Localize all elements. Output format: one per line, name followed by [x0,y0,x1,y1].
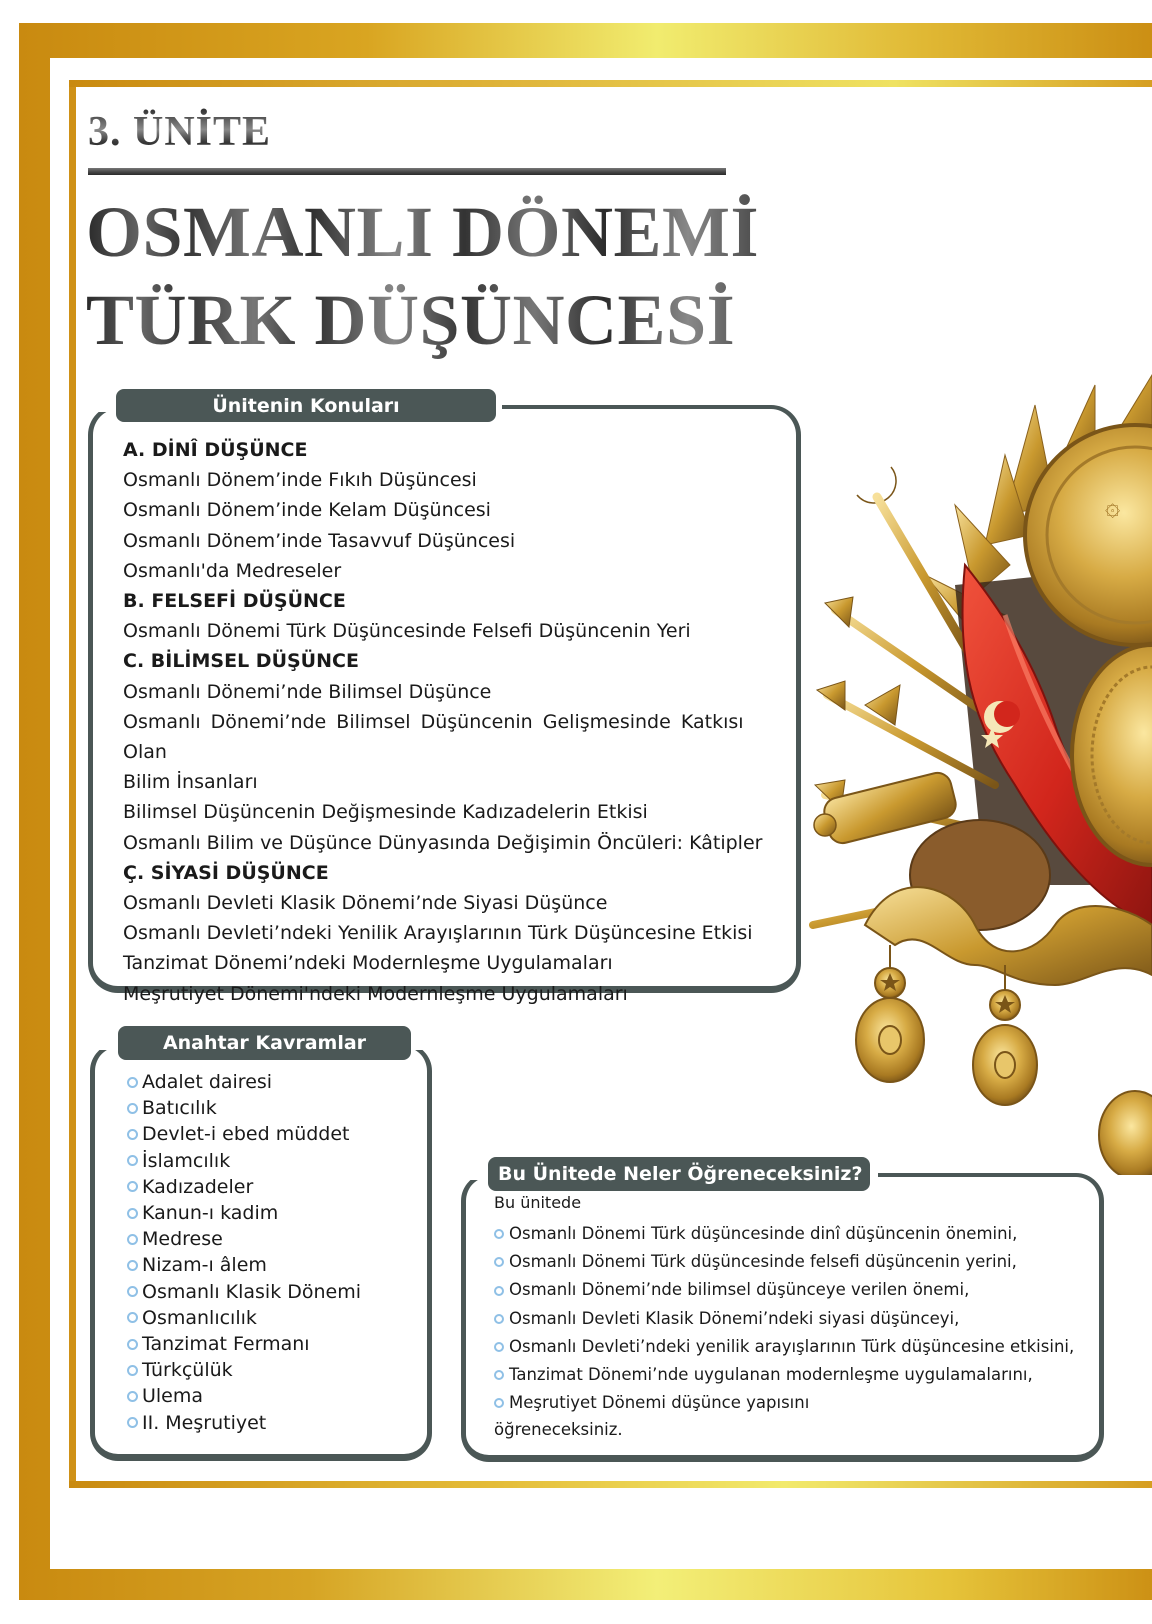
circle-bullet-icon [127,1129,138,1140]
list-item [127,1148,361,1174]
goal-label: Osmanlı Devleti’ndeki yenilik arayışlarının Türk düşüncesine etkisini, [509,1336,1075,1356]
list-item [494,1305,1074,1333]
topic-item: Osmanlı Dönemi Türk Düşüncesinde Felsefi Düşüncenin Yeri [123,620,691,643]
ottoman-coat-of-arms-icon [805,365,1152,1175]
topics-tab-label: Ünitenin Konuları [116,389,496,422]
circle-bullet-icon [494,1314,504,1324]
list-item [127,1383,361,1409]
topic-heading-religious: A. DİNÎ DÜŞÜNCE [123,439,308,461]
circle-bullet-icon [127,1181,138,1192]
box-gap [496,400,502,412]
circle-bullet-icon [494,1286,504,1296]
list-item [494,1333,1074,1361]
goal-label: Osmanlı Dönemi’nde bilimsel düşünceye verilen önemi, [509,1280,970,1300]
list-item [127,1279,361,1305]
topic-item: Bilimsel Düşüncenin Değişmesinde Kadızadelerin Etkisi [123,801,648,824]
circle-bullet-icon [494,1229,504,1239]
unit-label: 3. ÜNİTE [88,109,272,155]
concept-label: Osmanlı Klasik Dönemi [142,1280,362,1303]
circle-bullet-icon [127,1339,138,1350]
topics-list [123,435,793,1009]
list-item [127,1121,361,1147]
concept-label: Tanzimat Fermanı [142,1333,310,1356]
list-item [127,1095,361,1121]
circle-bullet-icon [127,1365,138,1376]
circle-bullet-icon [494,1257,504,1267]
topic-heading-philosophical: B. FELSEFİ DÜŞÜNCE [123,590,346,613]
goal-label: Meşrutiyet Dönemi düşünce yapısını [509,1393,810,1413]
page-title [86,188,786,364]
concept-label: Türkçülük [142,1359,233,1382]
circle-bullet-icon [494,1398,504,1408]
topic-item: Osmanlı Devleti’ndeki Yenilik Arayışlarının Türk Düşüncesine Etkisi [123,922,753,945]
circle-bullet-icon [494,1370,504,1380]
topic-item: Osmanlı Dönemi’nde Bilimsel Düşünce [123,680,492,703]
learning-goals-intro: Bu ünitede [494,1193,582,1212]
list-item [127,1069,361,1095]
goal-label: Osmanlı Dönemi Türk düşüncesinde dinî düşüncenin önemini, [509,1224,1018,1243]
inner-gold-frame-bottom [69,1481,1152,1488]
topic-item: Osmanlı Devleti Klasik Dönemi’nde Siyasi Düşünce [123,892,608,915]
title-divider [88,168,726,175]
concept-label: Devlet-i ebed müddet [142,1123,350,1146]
circle-bullet-icon [127,1417,138,1428]
list-item [127,1357,361,1383]
learning-goals-tab-label: Bu Ünitede Neler Öğreneceksiniz? [488,1157,870,1191]
list-item [494,1361,1074,1389]
circle-bullet-icon [127,1312,138,1323]
topic-item: Osmanlı'da Medreseler [123,559,342,582]
box-gap [870,1168,878,1180]
svg-text:۞: ۞ [1105,492,1121,522]
concept-label: Nizam-ı âlem [142,1254,267,1277]
concept-label: Kanun-ı kadim [142,1202,279,1225]
goal-label: Tanzimat Dönemi’nde uygulanan modernleşme uygulamalarını, [509,1365,1033,1385]
list-item [127,1174,361,1200]
outer-gold-frame-bottom [19,1569,1152,1600]
concept-label: II. Meşrutiyet [142,1411,267,1434]
concept-label: Kadızadeler [142,1175,254,1198]
list-item [494,1389,1074,1417]
list-item [127,1200,361,1226]
box-gap [469,1168,489,1180]
page-title-line-2: TÜRK DÜŞÜNCESİ [86,280,736,360]
topic-heading-political: Ç. SİYASİ DÜŞÜNCE [123,861,329,884]
box-gap [411,1038,423,1050]
list-item [494,1276,1074,1304]
goal-label: Osmanlı Devleti Klasik Dönemi’ndeki siyasi düşünceyi, [509,1308,960,1328]
concept-label: Medrese [142,1228,223,1251]
circle-bullet-icon [127,1103,138,1114]
list-item [127,1305,361,1331]
concept-label: Osmanlıcılık [142,1306,257,1329]
circle-bullet-icon [127,1286,138,1297]
circle-bullet-icon [127,1208,138,1219]
list-item [127,1410,361,1436]
circle-bullet-icon [494,1342,504,1352]
key-concepts-tab-label: Anahtar Kavramlar [118,1026,411,1060]
topic-item: Meşrutiyet Dönemi'ndeki Modernleşme Uygulamaları [123,982,628,1005]
list-item [494,1220,1074,1248]
learning-goals-outro: öğreneceksiniz. [494,1420,623,1439]
box-gap [96,400,116,412]
topic-item: Osmanlı Dönem’inde Tasavvuf Düşüncesi [123,529,516,552]
goal-label: Osmanlı Dönemi Türk düşüncesinde felsefi düşüncenin yerini, [509,1252,1017,1272]
circle-bullet-icon [127,1077,138,1088]
circle-bullet-icon [127,1260,138,1271]
learning-goals-list [494,1220,1074,1417]
concept-label: Adalet dairesi [142,1071,273,1093]
topic-item: Bilim İnsanları [123,771,258,794]
box-gap [98,1038,118,1050]
inner-gold-frame-top [69,80,1152,87]
topic-item: Osmanlı Dönem’inde Kelam Düşüncesi [123,499,491,522]
page-title-line-1: OSMANLI DÖNEMİ [86,192,760,272]
topic-item: Tanzimat Dönemi’ndeki Modernleşme Uygulamaları [123,952,613,975]
topic-heading-scientific: C. BİLİMSEL DÜŞÜNCE [123,650,359,673]
list-item [127,1226,361,1252]
concept-label: Ulema [142,1385,204,1408]
circle-bullet-icon [127,1391,138,1402]
topic-item: Osmanlı Dönemi’nde Bilimsel Düşüncenin Gelişmesinde Katkısı Olan [123,710,744,764]
concept-label: İslamcılık [142,1149,231,1172]
list-item [127,1331,361,1357]
key-concepts-list [127,1069,361,1436]
list-item [494,1248,1074,1276]
topic-item: Osmanlı Dönem’inde Fıkıh Düşüncesi [123,469,477,492]
concept-label: Batıcılık [142,1097,217,1120]
topic-item: Osmanlı Bilim ve Düşünce Dünyasında Değişimin Öncüleri: Kâtipler [123,831,763,854]
circle-bullet-icon [127,1155,138,1166]
circle-bullet-icon [127,1234,138,1245]
list-item [127,1252,361,1278]
